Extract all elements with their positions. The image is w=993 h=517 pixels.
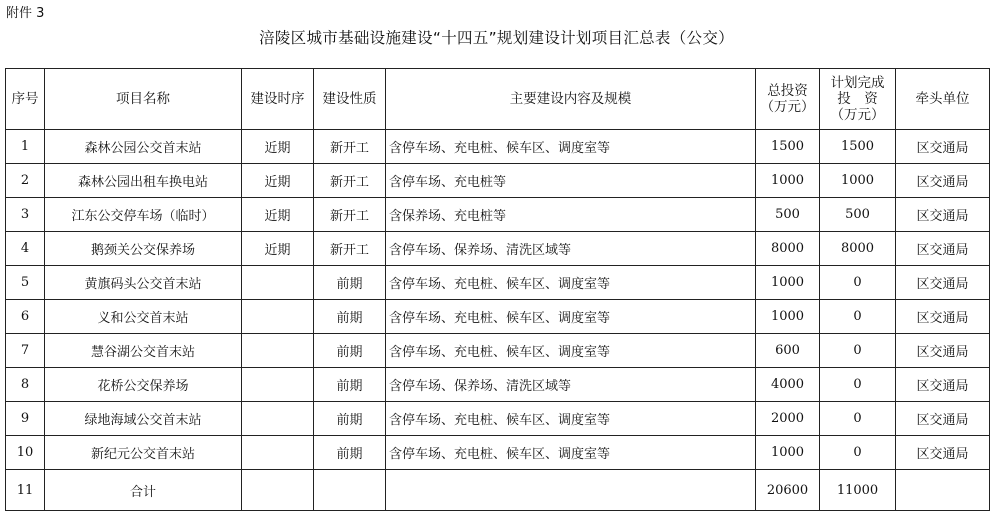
cell-name: 鹅颈关公交保养场 <box>45 232 242 266</box>
table-row <box>6 130 990 164</box>
cell-nature: 前期 <box>314 300 386 334</box>
cell-planned-investment: 8000 <box>820 232 896 266</box>
cell-timing <box>242 470 314 511</box>
cell-content: 含停车场、充电桩、候车区、调度室等 <box>386 334 756 368</box>
header-name: 项目名称 <box>45 69 242 130</box>
table-row <box>6 300 990 334</box>
header-total-investment-line2: （万元） <box>760 99 815 115</box>
cell-seq: 9 <box>6 402 45 436</box>
header-timing: 建设时序 <box>242 69 314 130</box>
cell-timing: 近期 <box>242 232 314 266</box>
cell-total-investment: 1500 <box>756 130 820 164</box>
cell-name: 黄旗码头公交首末站 <box>45 266 242 300</box>
cell-name: 绿地海域公交首末站 <box>45 402 242 436</box>
header-total-investment <box>756 69 820 130</box>
project-summary-table <box>5 68 990 511</box>
table-row <box>6 232 990 266</box>
cell-total-investment: 4000 <box>756 368 820 402</box>
cell-content: 含停车场、充电桩、候车区、调度室等 <box>386 436 756 470</box>
cell-planned-investment: 0 <box>820 300 896 334</box>
cell-lead-unit: 区交通局 <box>896 266 990 300</box>
cell-total-label: 合计 <box>45 470 242 511</box>
cell-planned-investment: 0 <box>820 402 896 436</box>
cell-total-investment: 2000 <box>756 402 820 436</box>
cell-planned-investment: 0 <box>820 334 896 368</box>
cell-seq: 10 <box>6 436 45 470</box>
cell-content: 含停车场、充电桩、候车区、调度室等 <box>386 300 756 334</box>
cell-total-investment: 500 <box>756 198 820 232</box>
cell-timing <box>242 436 314 470</box>
header-planned-investment-line3: （万元） <box>830 107 885 123</box>
header-nature: 建设性质 <box>314 69 386 130</box>
cell-timing <box>242 266 314 300</box>
table-row <box>6 334 990 368</box>
cell-lead-unit: 区交通局 <box>896 334 990 368</box>
cell-timing <box>242 334 314 368</box>
cell-name: 江东公交停车场（临时） <box>45 198 242 232</box>
cell-timing <box>242 300 314 334</box>
table-row <box>6 368 990 402</box>
table-row <box>6 164 990 198</box>
cell-name: 花桥公交保养场 <box>45 368 242 402</box>
header-planned-investment-line2: 投 资 <box>837 91 878 107</box>
cell-content: 含停车场、保养场、清洗区域等 <box>386 232 756 266</box>
table-row <box>6 266 990 300</box>
cell-planned-investment: 0 <box>820 266 896 300</box>
header-lead-unit: 牵头单位 <box>896 69 990 130</box>
cell-seq: 4 <box>6 232 45 266</box>
cell-seq: 5 <box>6 266 45 300</box>
cell-total-investment: 1000 <box>756 436 820 470</box>
cell-lead-unit: 区交通局 <box>896 164 990 198</box>
cell-seq: 1 <box>6 130 45 164</box>
cell-planned-investment: 500 <box>820 198 896 232</box>
cell-content: 含停车场、充电桩等 <box>386 164 756 198</box>
header-planned-investment <box>820 69 896 130</box>
cell-seq: 7 <box>6 334 45 368</box>
cell-planned-investment: 1000 <box>820 164 896 198</box>
cell-nature: 新开工 <box>314 232 386 266</box>
page-title: 涪陵区城市基础设施建设“十四五”规划建设计划项目汇总表（公交） <box>259 29 734 47</box>
cell-timing: 近期 <box>242 164 314 198</box>
cell-seq: 3 <box>6 198 45 232</box>
cell-lead-unit <box>896 470 990 511</box>
cell-name: 森林公园出租车换电站 <box>45 164 242 198</box>
cell-name: 慧谷湖公交首末站 <box>45 334 242 368</box>
cell-seq: 2 <box>6 164 45 198</box>
cell-nature: 前期 <box>314 402 386 436</box>
cell-name: 义和公交首末站 <box>45 300 242 334</box>
cell-planned-investment-sum: 11000 <box>820 470 896 511</box>
cell-total-investment: 1000 <box>756 164 820 198</box>
header-seq: 序号 <box>6 69 45 130</box>
cell-nature: 前期 <box>314 334 386 368</box>
cell-timing: 近期 <box>242 130 314 164</box>
cell-content: 含保养场、充电桩等 <box>386 198 756 232</box>
cell-total-investment-sum: 20600 <box>756 470 820 511</box>
cell-content <box>386 470 756 511</box>
header-content: 主要建设内容及规模 <box>386 69 756 130</box>
cell-name: 新纪元公交首末站 <box>45 436 242 470</box>
cell-nature: 新开工 <box>314 130 386 164</box>
cell-nature <box>314 470 386 511</box>
cell-nature: 新开工 <box>314 198 386 232</box>
cell-lead-unit: 区交通局 <box>896 402 990 436</box>
table-row <box>6 198 990 232</box>
cell-seq: 6 <box>6 300 45 334</box>
cell-content: 含停车场、充电桩、候车区、调度室等 <box>386 402 756 436</box>
cell-planned-investment: 0 <box>820 368 896 402</box>
attachment-label: 附件 3 <box>6 6 45 21</box>
cell-content: 含停车场、充电桩、候车区、调度室等 <box>386 266 756 300</box>
cell-lead-unit: 区交通局 <box>896 232 990 266</box>
cell-lead-unit: 区交通局 <box>896 368 990 402</box>
cell-planned-investment: 0 <box>820 436 896 470</box>
cell-total-investment: 1000 <box>756 300 820 334</box>
table-header-row <box>6 69 990 130</box>
table-row <box>6 402 990 436</box>
header-total-investment-line1: 总投资 <box>767 83 808 99</box>
cell-planned-investment: 1500 <box>820 130 896 164</box>
cell-lead-unit: 区交通局 <box>896 130 990 164</box>
cell-seq: 11 <box>6 470 45 511</box>
cell-nature: 新开工 <box>314 164 386 198</box>
cell-lead-unit: 区交通局 <box>896 198 990 232</box>
cell-total-investment: 1000 <box>756 266 820 300</box>
table-row <box>6 436 990 470</box>
cell-nature: 前期 <box>314 368 386 402</box>
total-row <box>6 470 990 511</box>
cell-total-investment: 600 <box>756 334 820 368</box>
cell-nature: 前期 <box>314 436 386 470</box>
cell-timing <box>242 368 314 402</box>
cell-timing: 近期 <box>242 198 314 232</box>
header-planned-investment-line1: 计划完成 <box>830 75 885 91</box>
cell-nature: 前期 <box>314 266 386 300</box>
cell-content: 含停车场、充电桩、候车区、调度室等 <box>386 130 756 164</box>
cell-lead-unit: 区交通局 <box>896 300 990 334</box>
cell-timing <box>242 402 314 436</box>
cell-name: 森林公园公交首末站 <box>45 130 242 164</box>
cell-content: 含停车场、保养场、清洗区域等 <box>386 368 756 402</box>
cell-lead-unit: 区交通局 <box>896 436 990 470</box>
cell-total-investment: 8000 <box>756 232 820 266</box>
cell-seq: 8 <box>6 368 45 402</box>
